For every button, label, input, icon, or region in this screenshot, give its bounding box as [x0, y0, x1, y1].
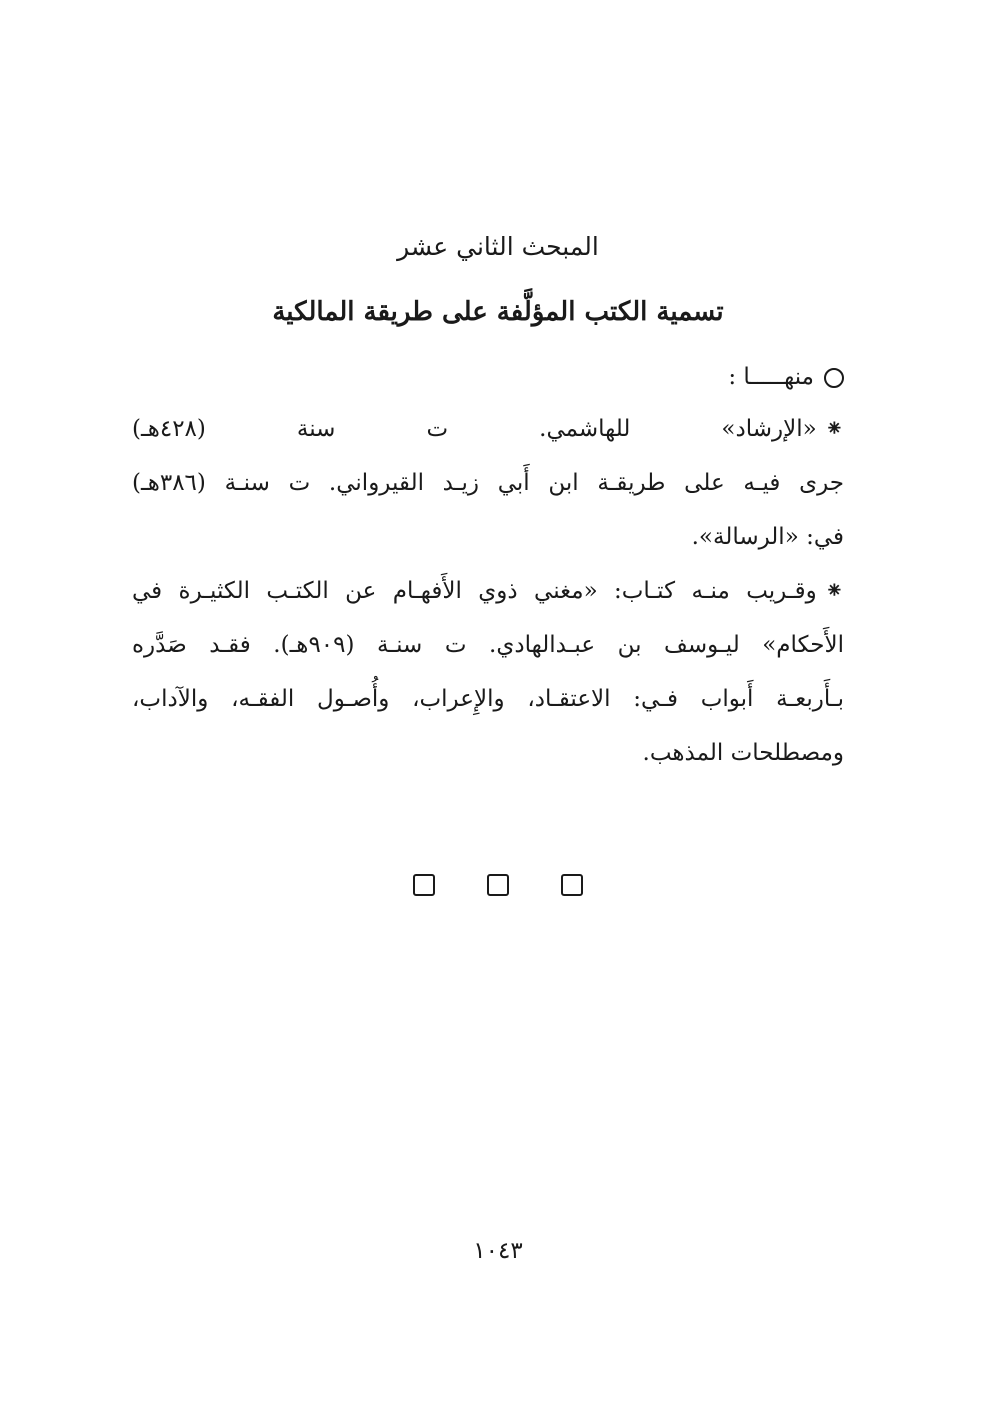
item-line: ⁕«الإرشاد» للهاشمي. ت سنة (٤٢٨هـ)	[132, 416, 844, 442]
circle-icon	[824, 368, 844, 388]
star-bullet-icon: ⁕	[824, 416, 844, 442]
star-bullet-icon: ⁕	[824, 578, 844, 604]
page-number: ١٠٤٣	[473, 1238, 523, 1264]
item-line: الأَحكام» ليـوسف بن عبـدالهادي. ت سنـة (٩٠٩هـ). فقـد صَدَّره	[132, 632, 844, 658]
intro-line	[132, 350, 844, 404]
item-line: في: «الرسالة».	[691, 524, 844, 550]
item-line: جرى فيـه على طريقـة ابن أَبي زيـد القيرواني. ت سنـة (٣٨٦هـ)	[132, 470, 844, 496]
square-icon	[413, 874, 435, 896]
square-icon	[487, 874, 509, 896]
section-title: المبحث الثاني عشر	[397, 232, 599, 261]
list-item	[132, 564, 844, 780]
list-item	[132, 402, 844, 564]
square-icon	[561, 874, 583, 896]
item-line: ومصطلحات المذهب.	[642, 740, 844, 766]
section-subtitle: تسمية الكتب المؤلَّفة على طريقة المالكية	[272, 297, 724, 327]
intro-label: منهـــــا :	[728, 364, 814, 390]
item-line: ⁕وقـريب منـه كتـاب: «مغني ذوي الأَفهـام عن الكتـب الكثيـرة في	[132, 578, 844, 604]
item-line: بـأَربعـة أَبواب فـي: الاعتقـاد، والإِعراب، وأُصـول الفقـه، والآداب،	[132, 686, 844, 712]
section-separator	[0, 874, 996, 896]
items-list	[132, 402, 844, 780]
